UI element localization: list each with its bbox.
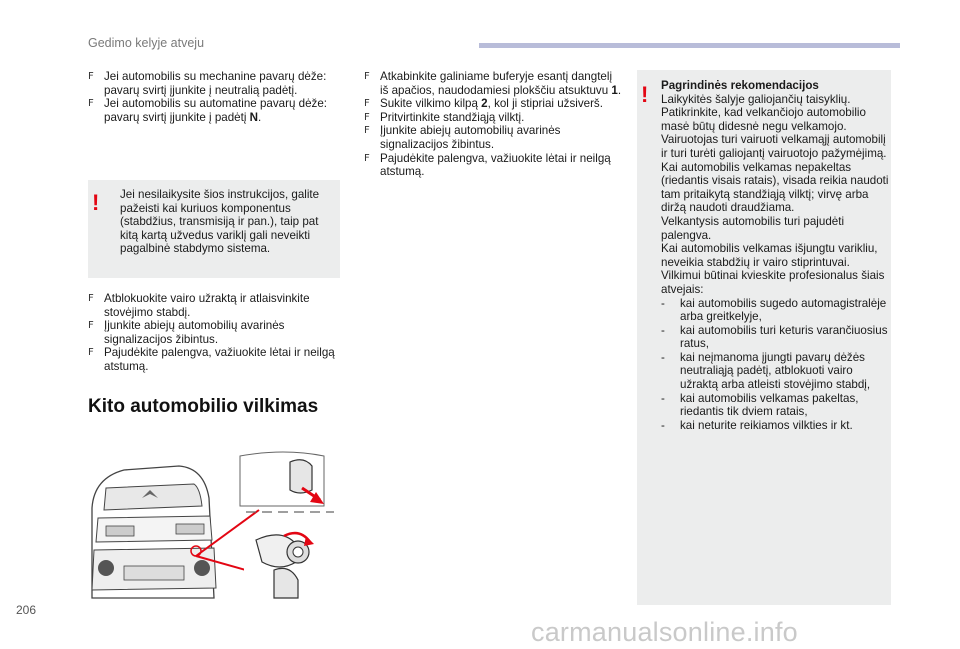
paragraph: Kai automobilis velkamas išjungtu varikliu, neveikia stabdžių ir vairo stiprintuvai.: [661, 242, 878, 269]
bumper-detail-drawing: [240, 452, 334, 512]
towing-illustration: [84, 448, 346, 608]
list-item: - kai automobilis sugedo automagistralėje arba greitkelyje,: [661, 296, 887, 324]
car-rear-drawing: [92, 466, 216, 598]
list-item: F Pajudėkite palengva, važiuokite lėtai ir neilgą atstumą.: [364, 151, 611, 179]
bullet-mark: F: [364, 98, 370, 110]
bullet-mark: F: [364, 125, 370, 137]
list-item: F Įjunkite abiejų automobilių avarinės signalizacijos žibintus.: [364, 124, 561, 151]
list-item: F Įjunkite abiejų automobilių avarinės signalizacijos žibintus.: [88, 319, 285, 346]
list-item: - kai neturite reikiamos vilkties ir kt.: [661, 418, 853, 432]
middle-bullets: [364, 70, 622, 179]
list-item: F Jei automobilis su mechanine pavarų dėže: pavarų svirtį įjunkite į neutralią padėtį.: [88, 70, 327, 97]
bullet-mark: F: [88, 293, 94, 304]
tow-hook-drawing: [244, 528, 334, 598]
list-item: F Jei automobilis su automatine pavarų dėže: pavarų svirtį įjunkite į padėtį N.: [88, 97, 327, 124]
warning-icon: !: [92, 190, 100, 215]
page-header-title: Gedimo kelyje atveju: [88, 36, 205, 50]
paragraph: Kai automobilis velkamas nepakeltas (riedantis visais ratais), visada reikia naudoti tam pritaikytą standžiąją vilktį; virvę arba diržą naudoti draudžiama.: [661, 160, 889, 215]
watermark: carmanualsonline.info: [531, 617, 798, 647]
bullet-mark: F: [88, 320, 94, 332]
bullet-mark: F: [88, 347, 94, 359]
recommendations-title: Pagrindinės rekomendacijos: [661, 79, 819, 92]
warning-icon: !: [641, 82, 649, 107]
paragraph: Vilkimui būtinai kvieskite profesionalus šiais atvejais:: [661, 269, 885, 296]
bullet-mark: F: [364, 152, 370, 164]
section-heading: Kito automobilio vilkimas: [88, 396, 319, 417]
bullet-mark: F: [364, 111, 370, 123]
list-item: - kai neįmanoma įjungti pavarų dėžės neutraliąją padėtį, atblokuoti vairo užraktą arba atleisti stovėjimo stabdį,: [661, 350, 871, 392]
left-top-bullets: [88, 70, 346, 124]
header-bar: [479, 43, 900, 48]
list-item: - kai automobilis turi keturis varančiuosius ratus,: [661, 323, 888, 351]
left-bottom-bullets: [88, 292, 346, 374]
bullet-mark: F: [88, 98, 94, 110]
paragraph: Vairuotojas turi vairuoti velkamąjį automobilį ir turi turėti galiojantį vairuotojo pažymėjimą.: [661, 133, 887, 160]
list-item: F Pajudėkite palengva, važiuokite lėtai ir neilgą atstumą.: [88, 346, 335, 373]
paragraph: Laikykitės šalyje galiojančių taisyklių.: [661, 92, 851, 106]
list-item: - kai automobilis velkamas pakeltas, riedantis tik dviem ratais,: [661, 391, 859, 419]
list-item: F Atkabinkite galiniame buferyje esantį dangtelį iš apačios, naudodamiesi plokščiu atsuktuvu 1.: [364, 70, 622, 97]
recommendations-content: [661, 79, 889, 432]
paragraph: Patikrinkite, kad velkančiojo automobilio masė būtų didesnė negu velkamojo.: [661, 106, 866, 133]
paragraph: Velkantysis automobilis turi pajudėti palengva.: [661, 214, 845, 242]
bullet-mark: F: [88, 71, 94, 82]
page-number: 206: [16, 603, 37, 617]
list-item: F Atblokuokite vairo užraktą ir atlaisvinkite stovėjimo stabdį.: [88, 292, 310, 319]
list-item: F Sukite vilkimo kilpą 2, kol ji stipriai užsiverš.: [364, 97, 603, 111]
bullet-mark: F: [364, 71, 370, 82]
warning-text: Jei nesilaikysite šios instrukcijos, galite pažeisti kai kuriuos komponentus (stabdžius, transmisiją ir pan.), taip pat kitą kartą užvedus variklį gali neveikti pagalbinė stabdymo sistema.: [120, 188, 320, 256]
list-item: F Pritvirtinkite standžiąją vilktį.: [364, 110, 525, 124]
